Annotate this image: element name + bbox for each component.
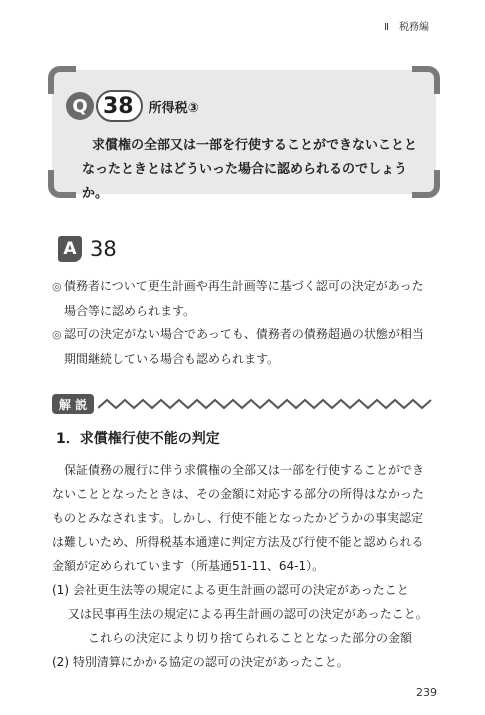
paragraph-line: は難しいため、所得税基本通達に判定方法及び行使不能と認められる [52,535,424,549]
question-category: 所得税③ [148,100,199,116]
commentary-heading [52,394,434,414]
question-text [82,134,422,206]
paragraph-line: 金額が定められています（所基通51-11、64-1）。 [52,559,325,573]
list-item: これらの決定により切り捨てられることとなった部分の金額 [52,631,413,645]
question-heading [66,90,199,122]
commentary-paragraph [52,458,444,674]
answer-heading [58,236,117,262]
answer-number: 38 [90,237,117,261]
list-item: (2) 特別清算にかかる協定の認可の決定があったこと。 [52,655,349,669]
answer-point [52,322,442,371]
corner-bracket [412,66,440,94]
question-box [52,70,436,201]
answer-point-line: 場合等に認められます。 [64,304,196,318]
answer-point [52,274,442,323]
page-number: 239 [416,686,437,699]
paragraph-line: 保証債務の履行に伴う求償権の全部又は一部を行使することができ [52,463,425,477]
commentary-label: 解 説 [52,394,94,414]
section-title: 1．求償権行使不能の判定 [56,431,220,447]
answer-point-line: 期間継続している場合も認められます。 [64,352,280,366]
list-item: (1) 会社更生法等の規定による更生計画の認可の決定があったこと [52,583,409,597]
question-line: なったときとはどういった場合に認められるのでしょうか。 [82,162,408,201]
answer-point-line: 債務者について更生計画や再生計画等に基づく認可の決定があった [64,279,424,293]
bullet-icon: ◎ [52,280,62,293]
paragraph-line: ものとみなされます。しかし、行使不能となったかどうかの事実認定 [52,511,424,525]
q-badge-icon: Q [66,92,94,120]
answer-point-line: 認可の決定がない場合であっても、債務者の債務超過の状態が相当 [64,327,424,341]
a-badge-icon: A [58,236,82,262]
paragraph-line: ないこととなったときは、その金額に対応する部分の所得はなかった [52,487,425,501]
corner-bracket [48,170,76,198]
question-number: 38 [96,90,143,122]
running-header: Ⅱ 税務編 [384,22,429,33]
list-item: 又は民事再生法の規定による再生計画の認可の決定があったこと。 [52,607,428,621]
wave-divider-icon [98,396,434,412]
question-line: 求償権の全部又は一部を行使することができないことと [92,138,418,153]
bullet-icon: ◎ [52,328,62,341]
